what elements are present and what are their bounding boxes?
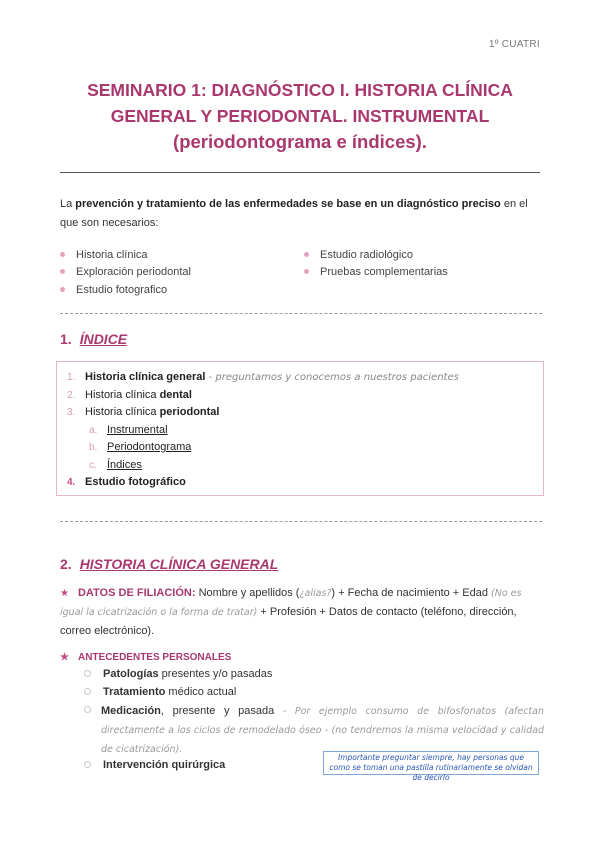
list-item-label: Exploración periodontal (76, 266, 191, 278)
title-divider (60, 172, 540, 173)
list-item (60, 266, 191, 278)
list-item-label: Pruebas complementarias (320, 266, 448, 278)
section-number: 1. (60, 331, 72, 347)
item-note: - preguntamos y conocemos a nuestros pacientes (205, 372, 459, 383)
subitem-link[interactable]: Periodontograma (107, 441, 192, 453)
title-line-1: SEMINARIO 1: DIAGNÓSTICO I. HISTORIA CLÍNICA (87, 80, 513, 100)
section-heading-index (60, 331, 127, 347)
bullet-icon (60, 287, 65, 292)
star-bullet-icon: ★ (60, 588, 69, 599)
filiacion-text: Nombre y apellidos ( (195, 587, 300, 599)
subitem-link[interactable]: Índices (107, 459, 142, 471)
index-subitem (89, 459, 142, 471)
item-note: - Por ejemplo consumo de bifosfonatos (afectan directamente a los ciclos de remodelado óseo - (no tendremos la misma velocidad y calidad de cicatrización). (101, 706, 544, 755)
filiacion-paragraph (60, 584, 544, 641)
item-bold: Tratamiento (103, 686, 166, 698)
intro-text: La (60, 198, 76, 210)
index-subitem (89, 424, 168, 436)
antecedente-item (84, 759, 225, 771)
circle-bullet-ring (84, 706, 91, 713)
bullet-icon (304, 252, 309, 257)
item-number: 4. (67, 477, 76, 488)
intro-paragraph (60, 195, 546, 233)
index-item (67, 476, 186, 488)
index-subitem (89, 441, 191, 453)
subitem-letter: b. (89, 442, 98, 453)
star-bullet-icon: ★ (60, 652, 69, 663)
index-item (67, 389, 192, 401)
intro-bold: prevención y tratamiento de las enfermedades se base en un diagnóstico preciso (75, 198, 501, 210)
item-bold: Intervención quirúrgica (103, 759, 226, 771)
list-item-label: Estudio radiológico (320, 249, 413, 261)
term-label: 1º CUATRI (488, 39, 540, 50)
item-bold: Patologías (103, 668, 159, 680)
item-text: Historia clínica (85, 406, 160, 418)
circle-bullet-icon (84, 670, 91, 677)
circle-bullet-icon (84, 688, 91, 695)
section-title: ÍNDICE (79, 331, 128, 347)
section-divider (60, 313, 542, 314)
list-item (304, 249, 413, 261)
item-bold: dental (159, 389, 192, 401)
item-text: médico actual (165, 686, 237, 698)
subitem-link[interactable]: Instrumental (107, 424, 168, 436)
antecedente-item (84, 686, 236, 698)
filiacion-text: + Profesión + Datos de contacto (teléfono, dirección, correo electrónico). (60, 606, 517, 637)
item-bold: periodontal (159, 406, 220, 418)
index-item (67, 406, 219, 418)
antecedente-item (84, 668, 272, 680)
index-item (67, 371, 459, 383)
title-line-2: GENERAL Y PERIODONTAL. INSTRUMENTAL (110, 106, 490, 126)
list-item-label: Estudio fotografico (76, 284, 168, 296)
subitem-letter: c. (89, 460, 97, 471)
bullet-icon (60, 252, 65, 257)
filiacion-label: DATOS DE FILIACIÓN: (77, 587, 196, 599)
filiacion-text: ) + Fecha de nacimiento + Edad (331, 587, 492, 599)
item-text: presentes y/o pasadas (158, 668, 273, 680)
filiacion-note: (No es igual la cicatrización o la forma de tratar) (60, 588, 522, 618)
section-number: 2. (60, 556, 72, 572)
subitem-letter: a. (89, 425, 98, 436)
item-text: , presente y pasada (160, 705, 283, 717)
item-text: Historia clínica (85, 389, 160, 401)
list-item (60, 249, 148, 261)
section-heading-historia (60, 556, 278, 572)
antecedentes-label: ANTECEDENTES PERSONALES (77, 652, 232, 663)
item-bold: Estudio fotográfico (85, 476, 186, 488)
bullet-icon (60, 269, 65, 274)
bullet-icon (304, 269, 309, 274)
list-item (60, 284, 167, 296)
item-number: 1. (67, 372, 76, 383)
page-title (60, 77, 540, 155)
circle-bullet-icon (84, 761, 91, 768)
list-item-label: Historia clínica (76, 249, 148, 261)
antecedentes-heading (60, 652, 231, 663)
title-line-3: (periodontograma e índices). (173, 131, 427, 152)
item-number: 2. (67, 390, 76, 401)
item-number: 3. (67, 407, 76, 418)
item-bold: Historia clínica general (85, 371, 206, 383)
filiacion-note: ¿alias? (299, 588, 332, 599)
section-title: HISTORIA CLÍNICA GENERAL (79, 556, 279, 572)
section-divider (60, 521, 542, 522)
item-bold: Medicación (101, 705, 161, 717)
list-item (304, 266, 448, 278)
handwritten-note: Importante preguntar siempre, hay personas que como se toman una pastilla rutinariamente se olvidan de decirlo (323, 751, 539, 775)
intro-text-end: en el que son necesarios: (60, 198, 528, 229)
